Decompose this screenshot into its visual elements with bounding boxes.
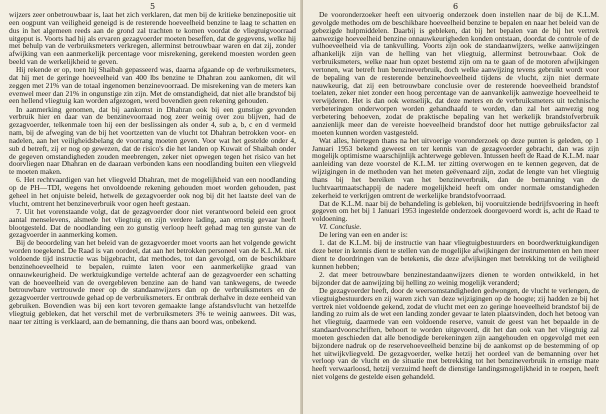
paragraph: De gezagvoerder heeft, door de weersomstandigheden gedwongen, de vlucht te verlengen, de vliegtuigbestuurders en zij waren zich van deze wijzigingen op de hoogte; zij hadden ze bij het vertrek niet voldoende gekend, zodat de vlucht met een zo geringe hoeveelheid brandstof bij de landing zo ruim als de wet een landing zonder gevaar te laten plaatsvinden, doch het betoog van het vliegtuig, daarmede van een voldoende reserve, vanuit de geest van het bepaalde in de standaardvoorschriften, behoort te worden uitgevoerd, dit het dan ook van het vliegtuig zal moeten geschieden dat alle benodigde berekeningen zijn aangehouden en opgevolgd met een bijzondere nadruk op de reservehoeveelheid benzine bij de aankomst op de bestemming of op het uitwijkvliegveld. De gezagvoerder, welke hetzij het oordeel van de bemanning over het verloop van de vlucht en de situatie met betrekking tot het benzineverbruik in ernstige mate heeft verwaarloosd, hetzij verzuimd heeft de dienstige landingsmogelijkheid in te roepen, heeft niet volgens de gestelde eisen gehandeld.: [312, 285, 599, 382]
page-number: 6: [452, 2, 459, 11]
page-number: 5: [149, 2, 156, 11]
section-lead: De lering van een en ander is:: [319, 230, 408, 240]
right-page-body: [312, 11, 599, 381]
paragraph: Hij rekende er op, toen hij Shaibah gepasseerd was, daarna afgaande op de verbruiksmeters, dat hij met de geringe hoeveelheid van 400 lbs benzine te Dhahran zou aankomen, dit wil zeggen met 21% van de totaal ingenomen benzinevoorraad. De misrekening van de meters kan evenwel meer dan 21% in ongunstige zin zijn. Met de omstandigheid, dat niet alle brandstof bij een hellend vliegtuig kan worden afgezogen, werd bovendien geen rekening gehouden.: [9, 65, 296, 106]
paragraph: In aanmerking genomen, dat bij aankomst in Dhahran ook bij een gunstige gevonden verbruik hier en daar van de benzinevoorraad nog zeer weinig over zou blijven, had de gezagvoerder, telkenmale toen hij een der beslissingen als onder 4, sub a, b, c en d vermeld nam, bij de afweging van de bij het voortzetten van de vlucht tot Dhahran betrokken voor- en nadelen, aan het veiligheidsbelang de voorrang moeten geven. Voor wat het gestelde onder 4, sub d betreft, zij er nog op gewezen, dat de risico's die het landen op Kuwait of Shaibah onder de gegeven omstandigheden zouden meebrengen, zeker niet opwegen tegen het risico van het doorvliegen naar Dhahran en de daaraan verbonden kans een noodlanding buiten een vliegveld te moeten maken.: [9, 104, 296, 177]
right-page: [303, 0, 606, 414]
paragraph: Wat alles, hiertegen thans na het uitvoerige vooronderzoek op deze punten is geleden, op 1 Januari 1953 bekend geweest en ter kennis van de gezagvoerder gebracht, dan was zijn mogelijk optimisme waarschijnlijk achterwege gebleven. Intussen heeft de Raad de K.L.M. naar aanleiding van deze voorstel de K.L.M. ter zitting overwogen en te kennen gegeven, dat de wijzigingen in de methoden van het meten geëvenaard zijn, zodat de lengte van het vliegtuig thans bij het bereiken van het benzineverbruik, dan de bemanning van de luchtvaartmaatschappij de nadere mogelijkheid heeft om onder normale omstandigheden zekerheid te verkrijgen omtrent de werkelijke brandstofvoorraad.: [312, 135, 599, 200]
left-page: [0, 0, 302, 414]
paragraph: 6. Het rechtvaardigen van het vliegveld Dhahran, met de mogelijkheid van een noodlanding op de PH—TDI, wegens het onvoldoende rekening gehouden moet worden gehouden, past geheel in het onjuiste beleid, hetwelk de gezagvoerder ook nog bij dit het laatste deel van de vlucht, omtrent het benzineverbruik voor ogen heeft gestaan.: [9, 175, 296, 208]
paragraph: De vooronderzoeker heeft een uitvoerig onderzoek doen instellen naar de bij de K.L.M. gevolgde methodes om de beschikbare hoeveelheid benzine te bepalen en naar het beleid van de gebezigde hulpmiddelen. Daarbij is gebleken, dat bij het bepalen van de bij het vertrek aanwezige hoeveelheid benzine onnauwkeurigheden konden ontstaan, doordat de controle of de vulhoeveelheid via de tankvulling. Voorts zijn ook de standaanwijzers, welke aanwijzingen afhankelijk zijn van de helling van het vliegtuig, allerminst betrouwbaar. Ook de verbruiksmeters, welke naar hun opzet bestemd zijn om na te gaan of de motoren afwijkingen vertonen, wat betreft hun benzineverbruik, doch welke aanwijzing tevens gebruikt wordt voor de bepaling van de resterende benzinehoeveelheid tijdens de vlucht, zijn niet dermate nauwkeurig, dat zij een betrouwbare conclusie over de resterende hoeveelheid brandstof toelaten, zeker niet zonder een hoog percentage van de aanvankelijk aanwezige hoeveelheid te verwijderen. Het is dan ook wenselijk, dat deze meters en de verbruiksmeters uit technische verbeteringen onderworpen worden gehandhaafd te worden, dan zal het aanwezig nog verbetering behoeven, zodat de praktische bepaling van het werkelijk brandstofverbruik aanzienlijk meer dan de vereiste hoeveelheid brandstof door het nuttige gebruiksfactor zal moeten kunnen worden vastgesteld.: [312, 10, 599, 137]
conclusion-item: 1. dat de K.L.M. bij de instructie van haar vliegtuigbestuurders en boordwerktuigkundigen deze beter in kennis dient te stellen van de mogelijke afwijkingen der instrumenten en hen meer dient te doordringen van de betekenis, die deze afwijkingen met betrekking tot de veiligheid kunnen hebben;: [312, 238, 599, 271]
paragraph: Bij de beoordeling van het beleid van de gezagvoerder moet voorts aan het volgende gewicht worden toegekend. De Raad is van oordeel, dat aan het betrokken personeel van de K.L.M. niet voldoende tijd instructie was bijgebracht, dat methodes, tot dan gevolgd, om de beschikbare benzinehoeveelheid te bepalen, ruimte laten voor een aanmerkelijke graad van onnauwkeurigheid. De werktuigkundige vertelde achteraf aan de gezagvoerder een schatting van de hoeveelheid van de overgebleven benzine aan de hand van tankwegens, de tweede betrouwbare vertrouwde meer op de standaanwijzers dan op de verbruiksmeters en de gezagvoerder vertrouwde gehad op de verbruiksmeters. Er ontbrak derhalve in deze eenheid van gebruiken. Bovendien was bij een kort tevoren gemaakte lange afstandsvlucht van hetzelfde vliegtuig gebleken, dat het verschil met de verbruiksmeters 3% te weinig aanwees. Dit was, naar ter zitting is verklaard, aan de bemanning, die thans aan boord was, onbekend.: [9, 238, 296, 326]
conclusion-item: 2. dat meer betrouwbare benzinestandaanwijzers dienen te worden ontwikkeld, in het bijzonder dat de aanwijzing bij helling zo weinig mogelijk veranderd;: [312, 269, 599, 287]
paragraph: Dat de K.L.M. naar bij de behandeling is gebleken, bij vooruitziende bedrijfsvoering in heeft gegeven om het bij 1 Januari 1953 ingestelde onderzoek doorgevoerd wordt is, acht de Raad te voldoening.: [312, 198, 599, 224]
section-title: VI. Conclusie.: [319, 222, 362, 232]
paragraph: 7. Uit het vorenstaande volgt, dat de gezagvoerder door niet verantwoord beleid een groot aantal menselevens, alsmede het vliegtuig en zijn verdere lading, aan ernstig gevaar heeft blootgesteld. Dat de noodlanding een zo gunstig verloop heeft gehad mag ten gunste van de gezagvoerder in aanmerking komen.: [9, 206, 296, 240]
left-page-body: [9, 11, 296, 326]
paragraph: wijzers zeer onbetrouwbaar is, laat het zich verklaren, dat men bij de kritieke benzinepositie uit een oogpunt van veiligheid geneigd is de resterende hoeveelheid benzine te laag te schatten en dus in het algemeen reeds aan de grond zal trachten te komen voordat de vliegtuigvoorraad uitgeput is. Voorts had hij als ervaren gezagvoerder moeten beseffen, dat de gegevens, welke hij met behulp van de verbruiksmeters verkregen, allerminst betrouwbaar waren en dat zij, zonder afwijking van een aanmerkelijk percentage voor misrekening, gerekend moesten worden geen beeld van de werkelijkheid te geven.: [9, 10, 296, 67]
